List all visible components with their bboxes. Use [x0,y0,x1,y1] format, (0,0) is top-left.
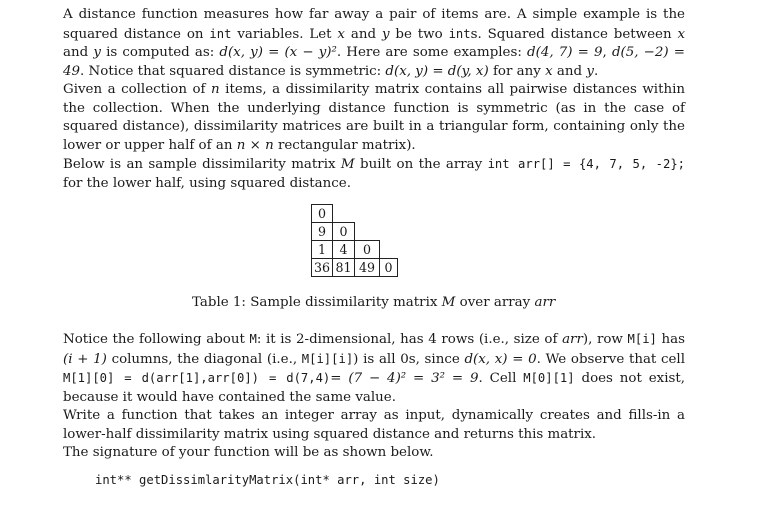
table-caption: Table 1: Sample dissimilarity matrix M over array arr [192,295,556,310]
table-cell: 4 [333,241,355,259]
document-body [63,6,685,193]
table-row [312,259,398,277]
paragraph-distance-function: A distance function measures how far away a pair of items are. A simple example is the squared distance on int variables. Let x and y be two ints. Squared distance between x and y is computed as: d(x, y) = (x − y)². Here are some examples: d(4, 7) = 9, d(5, −2) = 49. Notice that squared distance is symmetric: d(x, y) = d(y, x) for any x and y. [63,7,686,79]
table-cell: 1 [312,241,333,259]
table-cell: 81 [333,259,355,277]
paragraph-sample-matrix: Below is an sample dissimilarity matrix M built on the array int arr[] = {4, 7, 5, -2}; for the lower half, using squared distance. [63,157,685,191]
paragraph-dissimilarity-matrix: Given a collection of n items, a dissimilarity matrix contains all pairwise distances within the collection. When the underlying distance function is symmetric (as in the case of squared distance), dissimilarity matrices are built in a triangular form, containing only the lower or upper half of an n × n rectangular matrix). [63,82,685,153]
paragraph-notice: Notice the following about M: it is 2-dimensional, has 4 rows (i.e., size of arr), row M[i] has (i + 1) columns, the diagonal (i.e., M[i][i]) is all 0s, since d(x, x) = 0. We observe that cell M[1][0] = d(arr[1],arr[0]) = d(7,4)= (7 − 4)² = 3² = 9. Cell M[0][1] does not exist, because it would have contained the same value. [63,332,686,405]
table-row [312,223,398,241]
table-cell: 0 [355,241,380,259]
table-cell: 0 [333,223,355,241]
table-cell: 0 [312,205,333,223]
document-body-lower [63,330,685,463]
function-signature: int** getDissimlarityMatrix(int* arr, int size) [95,473,440,487]
table-row [312,241,398,259]
dissimilarity-matrix-table [311,204,398,277]
paragraph-task: Write a function that takes an integer array as input, dynamically creates and fills-in a lower-half dissimilarity matrix using squared distance and returns this matrix. [63,408,685,442]
paragraph-signature-intro: The signature of your function will be as shown below. [63,445,434,460]
table-cell: 9 [312,223,333,241]
table-row [312,205,398,223]
table-cell: 49 [355,259,380,277]
table-cell: 36 [312,259,333,277]
table-cell: 0 [380,259,398,277]
